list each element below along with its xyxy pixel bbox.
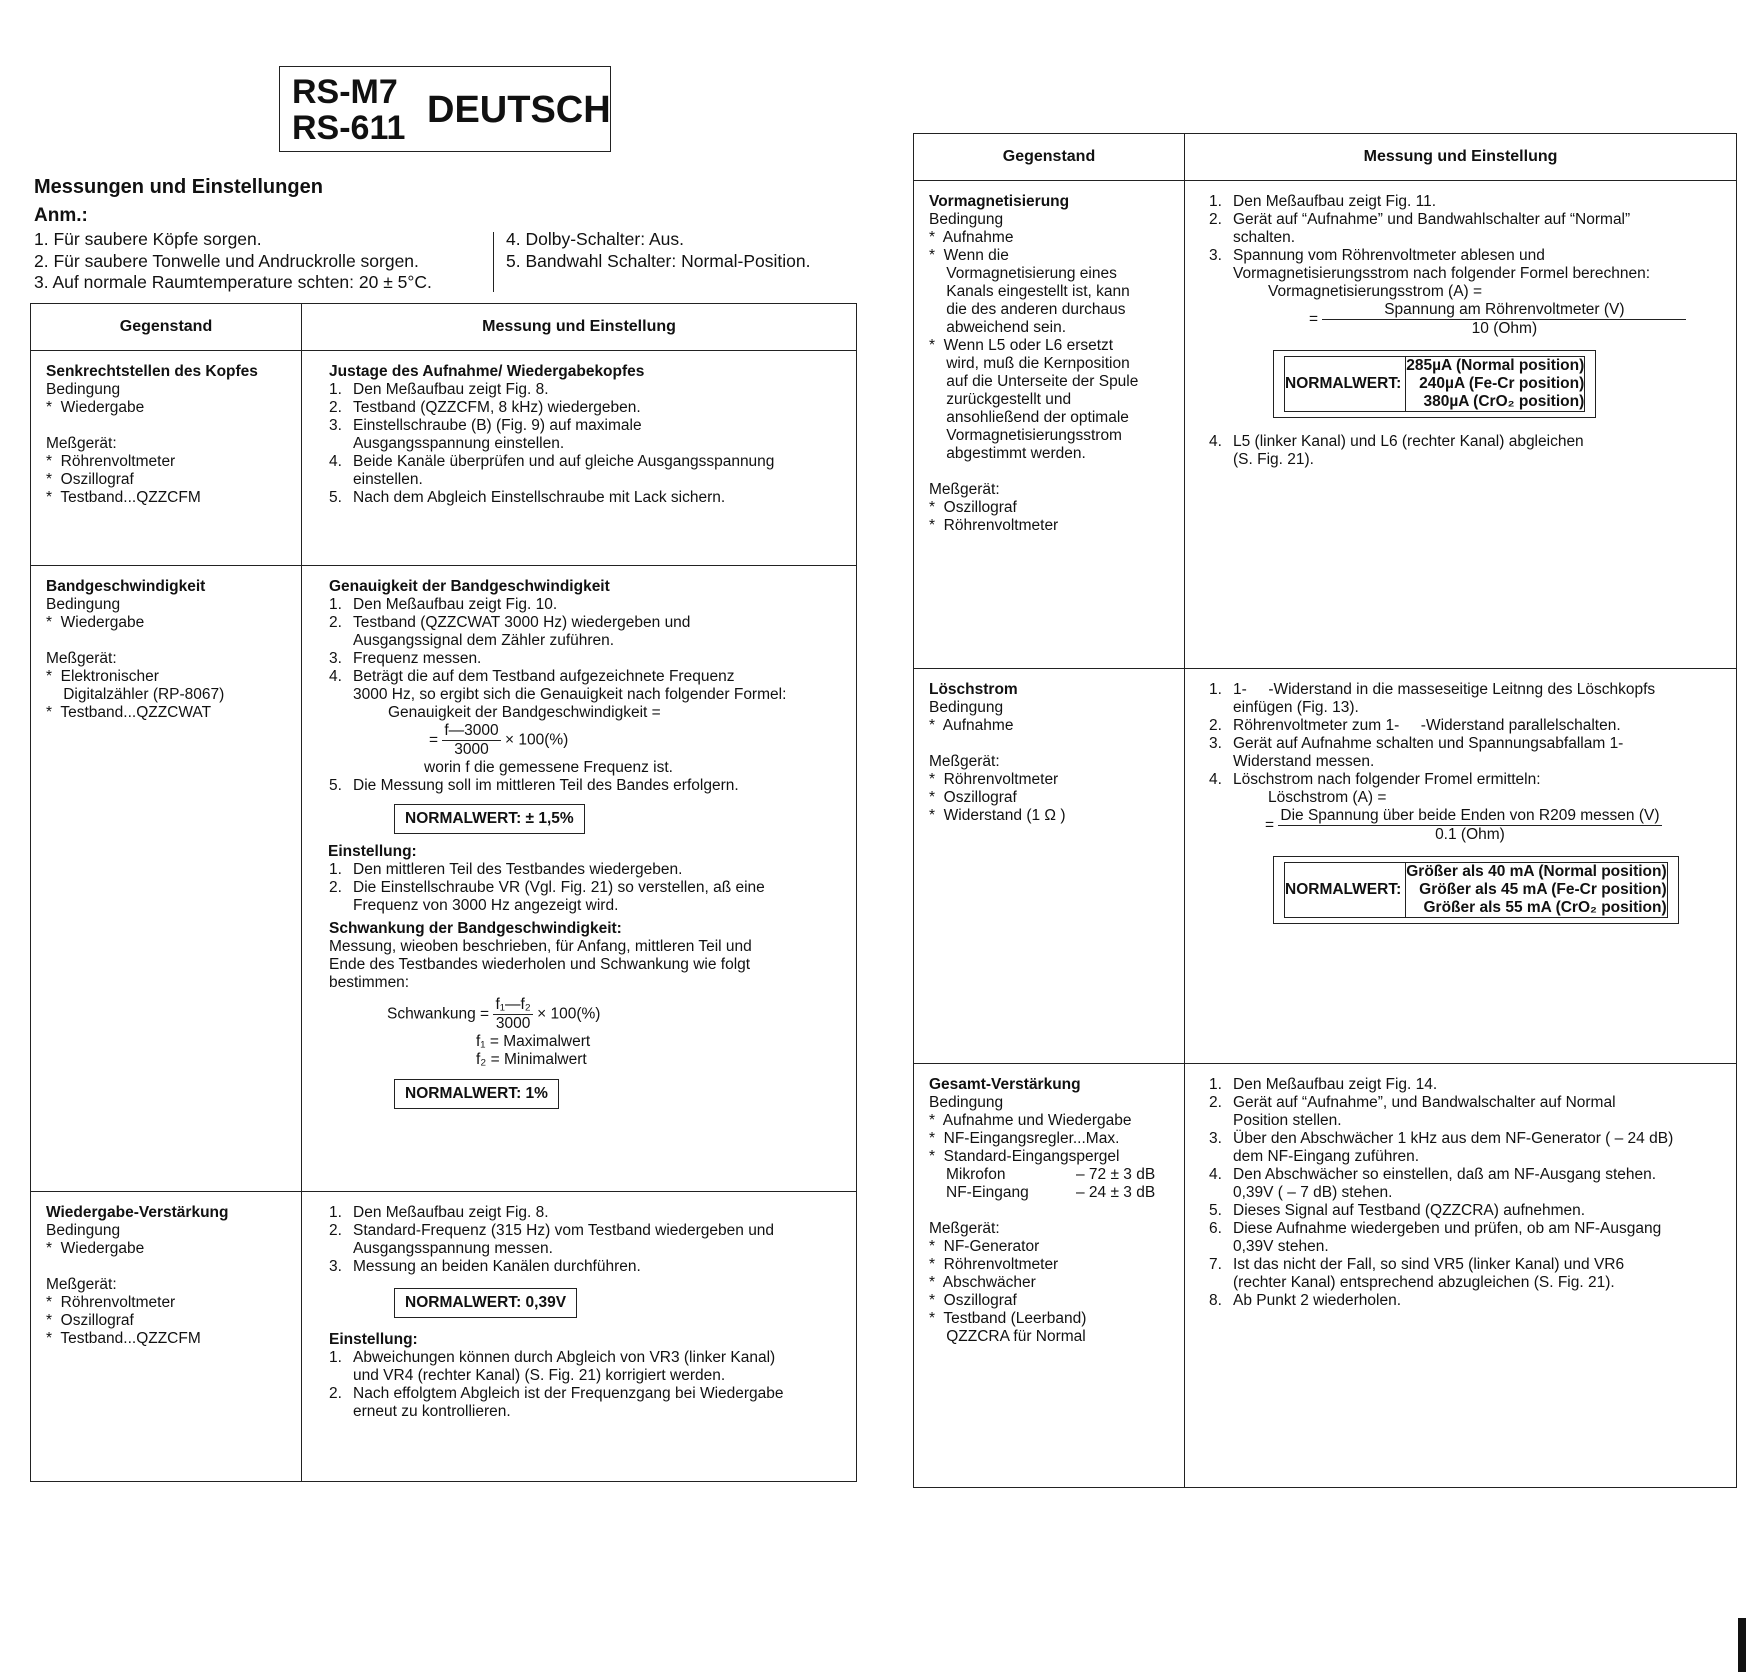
step-number: 1.	[1209, 681, 1222, 698]
subject-cell	[31, 1192, 301, 1348]
step-item	[329, 489, 856, 507]
model-box	[279, 66, 611, 152]
step-number: 5.	[329, 489, 342, 506]
col-header-subject: Gegenstand	[914, 134, 1185, 181]
step-text: Den mittleren Teil des Testbandes wiedergeben.	[353, 861, 683, 878]
step-number: 2.	[329, 1222, 342, 1239]
subject-line: * Testband...QZZCFM	[46, 489, 201, 506]
subject-line	[929, 463, 1184, 481]
col-header-measure: Messung und Einstellung	[302, 304, 857, 351]
measure-cell	[302, 566, 856, 1118]
subject-title: Löschstrom	[929, 681, 1018, 698]
subject-line	[929, 735, 1184, 753]
step-text: Über den Abschwächer 1 kHz aus dem NF-Generator ( – 24 dB) dem NF-Eingang zuführen.	[1233, 1130, 1674, 1165]
step-number: 1.	[329, 1204, 342, 1221]
subject-line: * Standard-Eingangspergel	[929, 1148, 1120, 1165]
step-text: Die Messung soll im mittleren Teil des Bandes erfolgern.	[353, 777, 739, 794]
normal-value-box: NORMALWERT: ± 1,5%	[394, 804, 585, 834]
subject-line: * Testband...QZZCWAT	[46, 704, 212, 721]
step-text: Beide Kanäle überprüfen und auf gleiche Ausgangsspannung einstellen.	[353, 453, 775, 488]
formula-label: Vormagnetisierungsstrom (A) =	[1268, 283, 1483, 300]
subject-line: auf die Unterseite der Spule	[929, 373, 1139, 390]
step-item	[329, 453, 856, 489]
step-item	[329, 399, 856, 417]
schwankung-f2: f₂ = Minimalwert	[476, 1051, 587, 1068]
step-number: 1.	[1209, 193, 1222, 210]
subject-line	[46, 417, 301, 435]
measure-cell	[302, 1192, 856, 1421]
step-item	[329, 381, 856, 399]
normal-value-line: 380µA (CrO₂ position)	[1423, 393, 1585, 410]
step-item	[329, 777, 856, 795]
formula-numerator: f—3000	[444, 722, 499, 739]
step-item	[329, 1385, 856, 1421]
level-name: Mikrofon	[946, 1166, 1006, 1183]
note-item: 1. Für saubere Köpfe sorgen.	[34, 229, 262, 249]
left-measurement-table	[30, 303, 857, 1482]
normal-value-box: NORMALWERT: 0,39V	[394, 1288, 577, 1318]
normal-value-line: 240µA (Fe-Cr position)	[1419, 375, 1585, 392]
subject-line: QZZCRA für Normal	[929, 1328, 1086, 1345]
normal-value-box	[1273, 856, 1679, 924]
subject-line: Meßgerät:	[929, 1220, 1000, 1237]
measure-cell	[302, 351, 856, 507]
step-item	[1209, 681, 1736, 717]
subject-line: * Röhrenvoltmeter	[929, 517, 1059, 534]
right-measurement-table	[913, 133, 1737, 1488]
subject-line: ansohließend der optimale	[929, 409, 1129, 426]
notes-right	[506, 229, 810, 272]
subject-line: * Abschwächer	[929, 1274, 1036, 1291]
normal-value-line: Größer als 40 mA (Normal position)	[1406, 863, 1667, 880]
notes-heading: Anm.:	[34, 205, 88, 226]
step-text: Spannung vom Röhrenvoltmeter ablesen und Vormagnetisierungsstrom nach folgender Formel berechnen:	[1233, 247, 1651, 282]
subject-line: * Röhrenvoltmeter	[46, 453, 176, 470]
step-text: Den Meßaufbau zeigt Fig. 8.	[353, 1204, 549, 1221]
formula-numerator: Spannung am Röhrenvoltmeter (V)	[1322, 301, 1686, 320]
model-name-1: RS-M7	[292, 73, 398, 111]
subject-line: Vormagnetisierung eines	[929, 265, 1117, 282]
step-text: 1- -Widerstand in die masseseitige Leitnng des Löschkopfs einfügen (Fig. 13).	[1233, 681, 1656, 716]
subject-line: Kanals eingestellt ist, kann	[929, 283, 1130, 300]
subject-line: zurückgestellt und	[929, 391, 1072, 408]
table-row	[914, 181, 1737, 669]
step-item	[1209, 1094, 1736, 1130]
subject-line: * Wiedergabe	[46, 614, 145, 631]
step-item	[329, 1222, 856, 1258]
note-item: 2. Für saubere Tonwelle und Andruckrolle sorgen.	[34, 250, 419, 271]
step-number: 5.	[329, 777, 342, 794]
step-text: Dieses Signal auf Testband (QZZCRA) aufnehmen.	[1233, 1202, 1586, 1219]
level-value: – 24 ± 3 dB	[1076, 1184, 1156, 1201]
subject-line: * NF-Generator	[929, 1238, 1040, 1255]
note-item: 3. Auf normale Raumtemperature schten: 20 ± 5°C.	[34, 272, 432, 292]
subject-line: die des anderen durchaus	[929, 301, 1126, 318]
language-label: DEUTSCH	[427, 89, 611, 131]
formula: = $\frac{\text{Spannung am Röhrenvoltmeter (V)}}{\text{10 (Ohm)}}$	[1209, 301, 1736, 338]
step-text: Röhrenvoltmeter zum 1- -Widerstand parallelschalten.	[1233, 717, 1621, 734]
step-text: Die Einstellschraube VR (Vgl. Fig. 21) so verstellen, aß eine Frequenz von 3000 Hz angezeigt wird.	[353, 879, 765, 914]
step-text: Den Abschwächer so einstellen, daß am NF-Ausgang stehen. 0,39V ( – 7 dB) stehen.	[1233, 1166, 1657, 1201]
step-number: 2.	[1209, 211, 1222, 228]
subject-line	[46, 632, 301, 650]
subject-line: * Wiedergabe	[46, 399, 145, 416]
schwankung-text: Messung, wieoben beschrieben, für Anfang, mittleren Teil und Ende des Testbandes wiederholen und Schwankung wie folgt bestimmen:	[329, 938, 752, 991]
step-item	[1209, 193, 1736, 211]
step-number: 2.	[1209, 717, 1222, 734]
step-text: Den Meßaufbau zeigt Fig. 11.	[1233, 193, 1437, 210]
subject-line: Bedingung	[46, 1222, 121, 1239]
notes-divider	[493, 232, 494, 292]
subject-line: abgestimmt werden.	[929, 445, 1086, 462]
step-text: Messung an beiden Kanälen durchführen.	[353, 1258, 641, 1275]
step-item	[1209, 1292, 1736, 1310]
formula-label: Löschstrom (A) =	[1268, 789, 1387, 806]
subject-line: * Röhrenvoltmeter	[929, 1256, 1059, 1273]
subject-line: * Oszillograf	[929, 1292, 1017, 1309]
schwankung-numerator: f₁—f₂	[495, 996, 531, 1013]
subject-line: Meßgerät:	[46, 650, 117, 667]
table-row	[31, 351, 857, 566]
step-number: 5.	[1209, 1202, 1222, 1219]
step-text: Abweichungen können durch Abgleich von VR3 (linker Kanal) und VR4 (rechter Kanal) (S. Fig. 21) korrigiert werden.	[353, 1349, 776, 1384]
formula-label: Genauigkeit der Bandgeschwindigkeit =	[388, 704, 661, 721]
subject-title: Gesamt-Verstärkung	[929, 1076, 1081, 1093]
note-item: 5. Bandwahl Schalter: Normal-Position.	[506, 250, 811, 271]
step-number: 1.	[329, 596, 342, 613]
einstellung-title: Einstellung:	[329, 1331, 418, 1348]
level-value: – 72 ± 3 dB	[1076, 1166, 1156, 1183]
step-number: 1.	[1209, 1076, 1222, 1093]
schwankung-f1: f₁ = Maximalwert	[476, 1033, 591, 1050]
page-title: Messungen und Einstellungen	[34, 176, 323, 198]
step-text: Ab Punkt 2 wiederholen.	[1233, 1292, 1402, 1309]
subject-cell	[914, 181, 1184, 535]
formula: = $\frac{\text{Die Spannung über beide Enden von R209 messen (V)}}{\text{0.1 (Ohm)}}$	[1265, 807, 1660, 843]
subject-line: Meßgerät:	[46, 1276, 117, 1293]
subject-line: * Wenn L5 oder L6 ersetzt	[929, 337, 1114, 354]
schwankung-title: Schwankung der Bandgeschwindigkeit:	[329, 920, 622, 937]
normal-value-label: NORMALWERT:	[1285, 357, 1406, 412]
subject-cell	[914, 1064, 1184, 1346]
subject-line: * Widerstand (1 Ω )	[929, 807, 1066, 824]
step-item	[329, 596, 856, 614]
step-number: 7.	[1209, 1256, 1222, 1273]
step-number: 3.	[329, 650, 342, 667]
step-text: Gerät auf “Aufnahme” und Bandwahlschalter auf “Normal” schalten.	[1233, 211, 1631, 246]
subject-line: Vormagnetisierungsstrom	[929, 427, 1122, 444]
model-name-2: RS-611	[292, 109, 406, 147]
step-item	[1209, 1166, 1736, 1202]
step-number: 2.	[329, 1385, 342, 1402]
subject-line: wird, muß die Kernposition	[929, 355, 1130, 372]
subject-line	[929, 1202, 1184, 1220]
step-item	[329, 614, 856, 650]
subject-line: Meßgerät:	[929, 753, 1000, 770]
table-row	[31, 1192, 857, 1482]
step-number: 2.	[329, 879, 342, 896]
step-item	[1209, 1220, 1736, 1256]
formula-denominator: 10 (Ohm)	[1471, 320, 1538, 337]
step-number: 1.	[329, 861, 342, 878]
step-text: Frequenz messen.	[353, 650, 482, 667]
subject-cell	[914, 669, 1184, 825]
measure-cell	[1185, 669, 1736, 939]
normal-value-label: NORMALWERT:	[1285, 863, 1406, 918]
step-number: 4.	[329, 668, 342, 685]
step-text: Einstellschraube (B) (Fig. 9) auf maximale Ausgangsspannung einstellen.	[353, 417, 642, 452]
step-text: L5 (linker Kanal) und L6 (rechter Kanal) abgleichen (S. Fig. 21).	[1233, 433, 1584, 468]
step-item	[329, 861, 856, 879]
subject-line: abweichend sein.	[929, 319, 1067, 336]
step-item	[1209, 771, 1736, 789]
table-row	[914, 669, 1737, 1064]
subject-line: * Aufnahme	[929, 229, 1014, 246]
subject-title: Bandgeschwindigkeit	[46, 578, 206, 595]
step-number: 3.	[1209, 247, 1222, 264]
subject-line: Bedingung	[929, 1094, 1004, 1111]
step-text: Testband (QZZCWAT 3000 Hz) wiedergeben und Ausgangssignal dem Zähler zuführen.	[353, 614, 691, 649]
step-text: Gerät auf Aufnahme schalten und Spannungsabfallam 1- Widerstand messen.	[1233, 735, 1624, 770]
measure-title: Genauigkeit der Bandgeschwindigkeit	[329, 578, 610, 595]
subject-line: * Oszillograf	[46, 1312, 134, 1329]
step-item	[1209, 211, 1736, 247]
step-item	[329, 1349, 856, 1385]
step-item	[329, 1258, 856, 1276]
formula-numerator: Die Spannung über beide Enden von R209 messen (V)	[1280, 807, 1660, 824]
normal-value-line: Größer als 55 mA (CrO₂ position)	[1423, 899, 1667, 916]
subject-line: Bedingung	[46, 596, 121, 613]
subject-line: Digitalzähler (RP-8067)	[46, 686, 225, 703]
subject-title: Wiedergabe-Verstärkung	[46, 1204, 229, 1221]
subject-line: * Röhrenvoltmeter	[929, 771, 1059, 788]
step-number: 3.	[329, 417, 342, 434]
step-number: 1.	[329, 1349, 342, 1366]
subject-line: Bedingung	[929, 211, 1004, 228]
step-number: 2.	[329, 614, 342, 631]
normal-value-line: 285µA (Normal position)	[1406, 357, 1585, 374]
subject-line	[46, 1258, 301, 1276]
step-number: 4.	[1209, 1166, 1222, 1183]
step-text: Nach effolgtem Abgleich ist der Frequenzgang bei Wiedergabe erneut zu kontrollieren.	[353, 1385, 784, 1420]
subject-line: * Elektronischer	[46, 668, 159, 685]
formula-denominator: 3000	[454, 741, 489, 758]
col-header-measure: Messung und Einstellung	[1185, 134, 1737, 181]
step-number: 1.	[329, 381, 342, 398]
normal-value-line: Größer als 45 mA (Fe-Cr position)	[1419, 881, 1667, 898]
step-number: 2.	[329, 399, 342, 416]
subject-line: Meßgerät:	[46, 435, 117, 452]
step-item	[329, 879, 856, 915]
step-text: Testband (QZZCFM, 8 kHz) wiedergeben.	[353, 399, 641, 416]
step-item	[1209, 433, 1736, 469]
step-text: Diese Aufnahme wiedergeben und prüfen, ob am NF-Ausgang 0,39V stehen.	[1233, 1220, 1662, 1255]
step-text: Den Meßaufbau zeigt Fig. 14.	[1233, 1076, 1438, 1093]
measure-cell	[1185, 181, 1736, 469]
subject-line: * Oszillograf	[929, 499, 1017, 516]
normal-value-box	[1273, 350, 1596, 418]
step-text: Ist das nicht der Fall, so sind VR5 (linker Kanal) und VR6 (rechter Kanal) entsprechend abzugleichen (S. Fig. 21).	[1233, 1256, 1625, 1291]
step-number: 2.	[1209, 1094, 1222, 1111]
normal-value-box: NORMALWERT: 1%	[394, 1079, 559, 1109]
step-number: 3.	[1209, 1130, 1222, 1147]
subject-line: Bedingung	[46, 381, 121, 398]
subject-line: * Testband...QZZCFM	[46, 1330, 201, 1347]
step-number: 8.	[1209, 1292, 1222, 1309]
step-text: Gerät auf “Aufnahme”, und Bandwalschalter auf Normal Position stellen.	[1233, 1094, 1616, 1129]
note-item: 4. Dolby-Schalter: Aus.	[506, 229, 684, 249]
measure-cell	[1185, 1064, 1736, 1310]
formula-denominator: 0.1 (Ohm)	[1435, 826, 1505, 843]
subject-line: * Aufnahme und Wiedergabe	[929, 1112, 1132, 1129]
subject-line: * Wenn die	[929, 247, 1009, 264]
page-edge-mark	[1738, 1618, 1746, 1672]
notes-left	[34, 229, 432, 294]
formula-tail: × 100(%)	[504, 731, 569, 749]
step-item	[1209, 717, 1736, 735]
step-item	[1209, 247, 1736, 283]
step-number: 3.	[1209, 735, 1222, 752]
step-text: Den Meßaufbau zeigt Fig. 8.	[353, 381, 549, 398]
subject-line: * Oszillograf	[46, 471, 134, 488]
formula: = $\frac{f—3000}{3000}$ × 100(%)	[429, 722, 569, 758]
step-item	[329, 1204, 856, 1222]
step-item	[1209, 1202, 1736, 1220]
schwankung-formula	[329, 996, 856, 1033]
step-number: 4.	[1209, 771, 1222, 788]
step-text: Beträgt die auf dem Testband aufgezeichnete Frequenz 3000 Hz, so ergibt sich die Genauigkeit nach folgender Formel:	[353, 668, 787, 703]
step-text: Nach dem Abgleich Einstellschraube mit Lack sichern.	[353, 489, 726, 506]
step-item	[329, 417, 856, 453]
schwankung-denominator: 3000	[495, 1015, 531, 1032]
subject-title: Vormagnetisierung	[929, 193, 1070, 210]
subject-line: * Testband (Leerband)	[929, 1310, 1087, 1327]
schwankung-label: Schwankung =	[387, 1005, 490, 1023]
subject-line: * Röhrenvoltmeter	[46, 1294, 176, 1311]
step-number: 4.	[329, 453, 342, 470]
col-header-subject: Gegenstand	[31, 304, 302, 351]
step-item	[1209, 1130, 1736, 1166]
subject-line: * Wiedergabe	[46, 1240, 145, 1257]
step-item	[1209, 1256, 1736, 1292]
subject-line: Bedingung	[929, 699, 1004, 716]
step-item	[329, 650, 856, 668]
step-item	[329, 668, 856, 704]
subject-line: Meßgerät:	[929, 481, 1000, 498]
table-row	[31, 566, 857, 1192]
table-row	[914, 1064, 1737, 1488]
subject-cell	[31, 351, 301, 507]
step-item	[1209, 735, 1736, 771]
step-text: Löschstrom nach folgender Fromel ermitteln:	[1233, 771, 1541, 788]
step-number: 6.	[1209, 1220, 1222, 1237]
subject-line: * Aufnahme	[929, 717, 1014, 734]
subject-line: * NF-Eingangsregler...Max.	[929, 1130, 1120, 1147]
subject-title: Senkrechtstellen des Kopfes	[46, 363, 258, 380]
step-text: Standard-Frequenz (315 Hz) vom Testband wiedergeben und Ausgangsspannung messen.	[353, 1222, 775, 1257]
step-item	[1209, 1076, 1736, 1094]
subject-cell	[31, 566, 301, 722]
step-number: 4.	[1209, 433, 1222, 450]
step-text: Den Meßaufbau zeigt Fig. 10.	[353, 596, 558, 613]
input-level-table	[946, 1166, 1155, 1202]
formula-note: worin f die gemessene Frequenz ist.	[424, 759, 673, 776]
schwankung-tail: × 100(%)	[537, 1005, 601, 1023]
einstellung-title: Einstellung:	[328, 843, 417, 860]
measure-title: Justage des Aufnahme/ Wiedergabekopfes	[329, 363, 645, 380]
level-name: NF-Eingang	[946, 1184, 1029, 1201]
subject-line: * Oszillograf	[929, 789, 1017, 806]
step-number: 3.	[329, 1258, 342, 1275]
